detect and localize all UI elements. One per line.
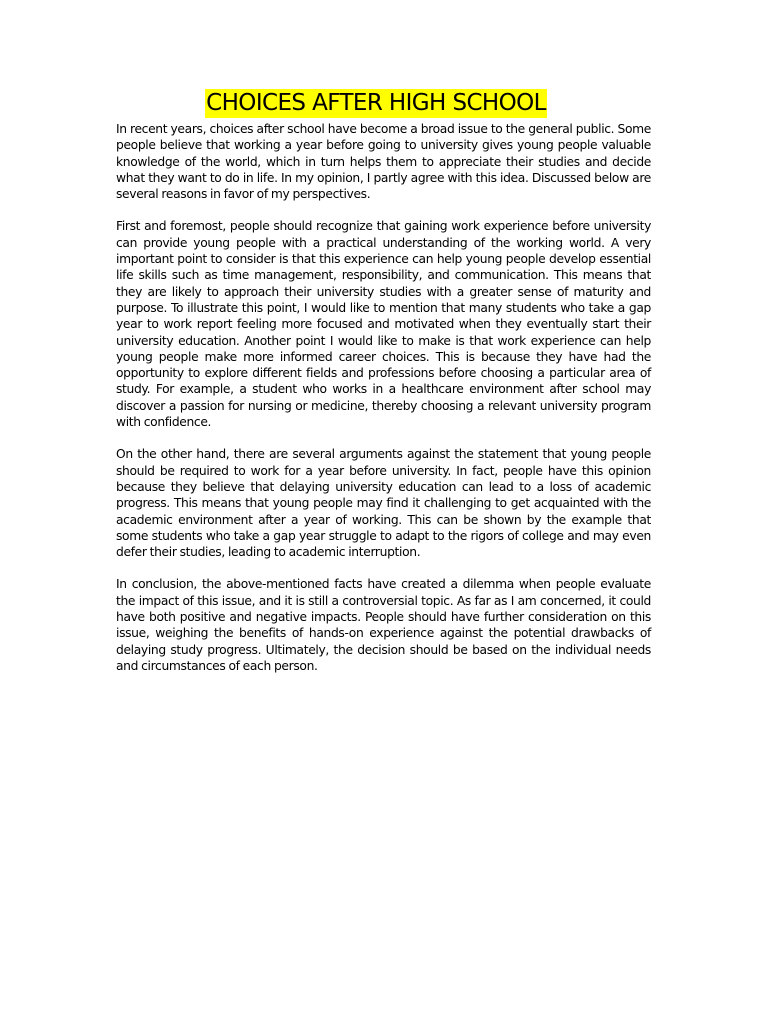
paragraph-arguments-for: First and foremost, people should recognize that gaining work experience before university can provide young people with a practical understanding of the working world. A very important point to consider is that this experience can help young people develop essential life skills such as time management, responsibility, and communication. This means that they are likely to approach their university studies with a greater sense of maturity and purpose. To illustrate this point, I would like to mention that many students who take a gap year to work report feeling more focused and motivated when they eventually start their university education. Another point I would like to make is that work experience can help young people make more informed career choices. This is because they have had the opportunity to explore different fields and professions before choosing a particular area of study. For example, a student who works in a healthcare environment after school may discover a passion for nursing or medicine, thereby choosing a relevant university program with confidence. <box>116 219 651 430</box>
title-container <box>0 89 752 118</box>
paragraph-conclusion: In conclusion, the above-mentioned facts have created a dilemma when people evaluate the impact of this issue, and it is still a controversial topic. As far as I am concerned, it could have both positive and negative impacts. People should have further consideration on this issue, weighing the benefits of hands-on experience against the potential drawbacks of delaying study progress. Ultimately, the decision should be based on the individual needs and circumstances of each person. <box>116 577 651 673</box>
document-body <box>116 121 651 690</box>
paragraph-introduction: In recent years, choices after school have become a broad issue to the general public. Some people believe that working a year before going to university gives young people valuable knowledge of the world, which in turn helps them to appreciate their studies and decide what they want to do in life. In my opinion, I partly agree with this idea. Discussed below are several reasons in favor of my perspectives. <box>116 122 651 202</box>
paragraph-arguments-against: On the other hand, there are several arguments against the statement that young people should be required to work for a year before university. In fact, people have this opinion because they believe that delaying university education can lead to a loss of academic progress. This means that young people may find it challenging to get acquainted with the academic environment after a year of working. This can be shown by the example that some students who take a gap year struggle to adapt to the rigors of college and may even defer their studies, leading to academic interruption. <box>116 447 651 560</box>
document-title: CHOICES AFTER HIGH SCHOOL <box>206 90 546 116</box>
